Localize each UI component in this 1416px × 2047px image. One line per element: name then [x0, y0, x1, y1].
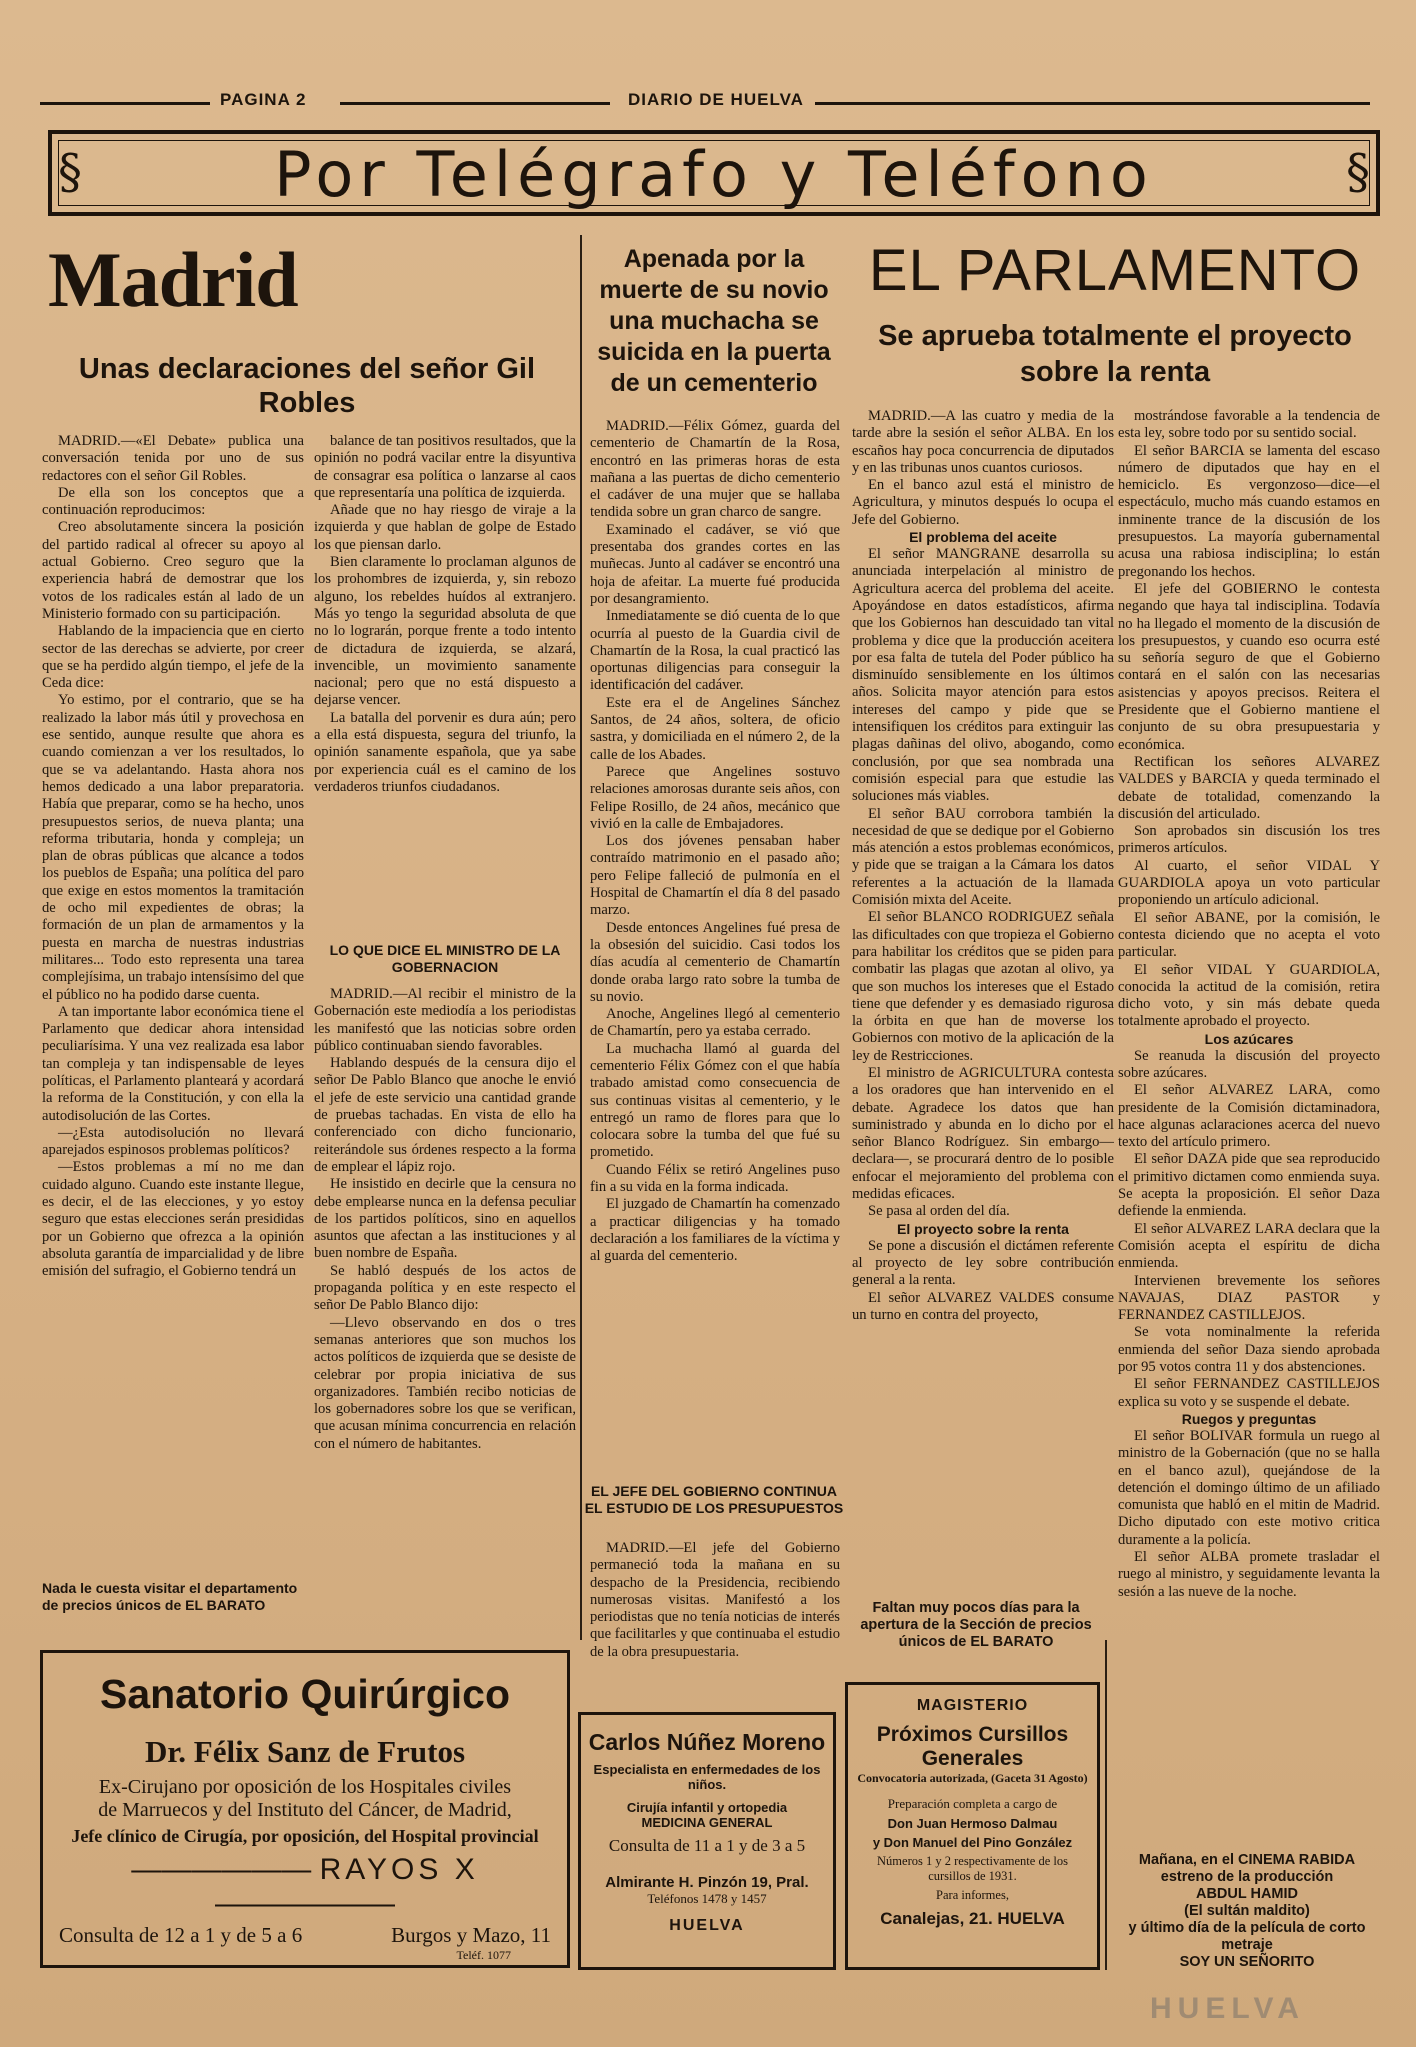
paragraph: MADRID.—«El Debate» publica una conversación tenida por uno de sus redactores con el señor Gil Robles. [42, 433, 304, 484]
paragraph: Examinado el cadáver, se vió que presentaba dos grandes cortes en las muñecas. Junto al cadáver se encontró una hoja de afeitar. La muerte fué producida por desangramiento. [590, 521, 840, 607]
madrid-subtitle: Unas declaraciones del señor Gil Robles [78, 353, 536, 419]
paragraph: balance de tan positivos resultados, que la opinión no podrá vacilar entre la disyuntiva de consagrar esa política o lanzarse al caos que representaría una política de izquierda. [314, 433, 576, 501]
paragraph: MADRID.—Al recibir el ministro de la Gobernación este mediodía a los periodistas les manifestó que las noticias sobre orden público continuaban siendo favorables. [314, 986, 576, 1054]
column-rule [1105, 1640, 1107, 1970]
jefe-heading: EL JEFE DEL GOBIERNO CONTINUA EL ESTUDIO DE LOS PRESUPUESTOS [584, 1483, 844, 1516]
paragraph: Al cuarto, el señor VIDAL Y GUARDIOLA apoya un voto particular proponiendo un artículo adicional. [1118, 857, 1380, 909]
ad-line: Mañana, en el CINEMA RABIDA [1138, 1852, 1356, 1868]
magisterio-ad [845, 1682, 1100, 1970]
madrid-column-2 [314, 433, 576, 938]
paragraph: En el banco azul está el ministro de Agricultura, y minutos después lo ocupa el Jefe del Gobierno. [852, 477, 1114, 528]
ad-line: Especialista en enfermedades de los niños. [593, 1762, 821, 1792]
paragraph: La muchacha llamó al guarda del cementerio Félix Gómez con el que había trabado amistad como consecuencia de sus continuas visitas al cementerio, y le entregó un ramo de flores para que lo colocara sobre la tumba del que fué su prometido. [590, 1040, 840, 1161]
paragraph: —Llevo observando en dos o tres semanas anteriores que son muchos los actos políticos de izquierda que se desiste de celebrar por propia iniciativa de sus organizadores. También recibo noticias de los gobernadores sobre los que se verifican, que acusan mínima concurrencia en relación con el número de habitantes. [314, 1314, 576, 1452]
ad-line: Cirujía infantil y ortopedia [626, 1800, 788, 1815]
el-barato-opening-promo: Faltan muy pocos días para la apertura de la Sección de precios únicos de EL BARATO [860, 1600, 1092, 1650]
ad-line: MEDICINA GENERAL [641, 1815, 773, 1830]
paragraph: Los dos jóvenes pensaban haber contraído matrimonio en el pasado año; pero Felipe falleció de pulmonía en el Hospital de Chamartín el día 8 del pasado marzo. [590, 833, 840, 919]
carlos-ad [578, 1712, 836, 1970]
magisterio-label: MAGISTERIO [916, 1697, 1029, 1714]
paragraph: El señor BOLIVAR formula un ruego al ministro de la Gobernación (que no se halla en el banco azul), quejándose de la detención el domingo último de un afiliado comunista que habló en el mitin de Madrid. Dicho diputado con este motivo critica duramente a la policía. [1118, 1427, 1380, 1548]
paragraph: MADRID.—Félix Gómez, guarda del cementerio de Chamartín de la Rosa, encontró en las primeras horas de esta mañana a las puertas de dicho cementerio el cadáver de una mujer que se hallaba tendida sobre un gran charco de sangre. [590, 418, 840, 521]
paragraph: Intervienen brevemente los señores NAVAJAS, DIAZ PASTOR y FERNANDEZ CASTILLEJOS. [1118, 1272, 1380, 1324]
address: Canalejas, 21. HUELVA [880, 1909, 1065, 1928]
film-title: ABDUL HAMID [1195, 1886, 1299, 1902]
ad-line: Ex-Cirujano por oposición de los Hospitales civiles [98, 1776, 512, 1798]
paragraph: Hablando después de la censura dijo el señor De Pablo Blanco que anoche le envió el jefe de este servicio una cantidad grande de pruebas tachadas. En vista de ello ha conferenciado con dicho funcionario, reiterándole sus órdenes respecto a la forma de emplear el lápiz rojo. [314, 1055, 576, 1175]
paragraph: El señor BAU corrobora también la necesidad de que se dedique por el Gobierno más atención a estos problemas económicos, y pide que se traigan a la Cámara los datos referentes a la actuación de la llamada Comisión mixta del Aceite. [852, 805, 1114, 909]
paragraph: El jefe del GOBIERNO le contesta negando que haya tal indisciplina. Todavía no ha llegado el momento de la discusión de los presupuestos, y cuando eso ocurra esté su señoría seguro de que el Gobierno contará en el salón con las necesarias asistencias y apoyos precisos. Reitera el Presidente que el Gobierno mantiene el conjunto de su obra presupuestaria y económica. [1118, 580, 1380, 753]
address: Burgos y Mazo, 11 [391, 1923, 551, 1947]
paragraph: El señor ABANE, por la comisión, le contesta diciendo que no acepta el voto particular. [1118, 909, 1380, 961]
paragraph: Este era el de Angelines Sánchez Santos, de 24 años, soltera, de oficio sastra, y domiciliada en el número 2, de la calle de los Abades. [590, 694, 840, 763]
paragraph: El señor DAZA pide que sea reproducido el primitivo dictamen como enmienda suya. Se acepta la proposición. El señor Daza defiende la enmienda. [1118, 1151, 1380, 1220]
ministro-article [314, 986, 576, 1626]
paragraph: El señor MANGRANE desarrolla su anunciada interpelación al ministro de Agricultura acerca del problema del aceite. Apoyándose en datos estadísticos, afirma que los Gobiernos han descuidado tan vital problema y dice que la producción aceitera por esa falta de tutela del Poder público ha disminuído sensiblemente en los últimos años. Solicita mayor atención para estos intereses del campo y pide que se intensifiquen los créditos para extinguir las plagas dañinas del olivo, abogando, como conclusión, por que sea nombrada una comisión especial para que estudie las soluciones más viables. [852, 546, 1114, 805]
paragraph: Desde entonces Angelines fué presa de la obsesión del suicidio. Casi todos los días acudía al cementerio de Chamartín donde oraba largo rato sobre la tumba de su novio. [590, 919, 840, 1005]
paragraph: De ella son los conceptos que a continuación reproducimos: [42, 484, 304, 519]
ad-line: Para informes, [936, 1888, 1009, 1902]
parlamento-column-1 [852, 408, 1114, 1518]
archive-stamp-watermark: HUELVA [1150, 1992, 1305, 2025]
ornament-right-icon: § [1346, 144, 1370, 200]
parlamento-title: EL PARLAMENTO [868, 238, 1362, 303]
paragraph: La batalla del porvenir es dura aún; pero a ella está dispuesta, segura del triunfo, la opinión sanamente española, que ya sabe por experiencia cuál es el camino de los verdaderos triunfos ciudadanos. [314, 709, 576, 795]
teacher-name: Don Juan Hermoso Dalmau [887, 1816, 1058, 1831]
paragraph: —Estos problemas a mí no me dan cuidado alguno. Cuando este instante llegue, es decir, el de las elecciones, y yo estoy seguro que estas elecciones serán presididas por un Gobierno que ofrezca a la opinión absoluta garantía de imparcialidad y de libre emisión del sufragio, el Gobierno tendrá un [42, 1159, 304, 1280]
paragraph: Yo estimo, por el contrario, que se ha realizado la labor más útil y provechosa en ese sentido, aunque resulte que ahora es cuando comienzan a ver los resultados, lo que se va adelantando. Hasta ahora nos hemos dedicado a una labor preparatoria. Había que preparar, como se ha hecho, unos presupuestos serios, de nueva planta; una reforma tributaria, honda y compleja; un plan de obras públicas que alcance a todos los pueblos de España; una política del paro que exige en estos momentos la tramitación de ocho mil expedientes de obras; la formación de un plan de armamentos y la puesta en marcha de nuestras industrias militares... Todo esto representa una tarea complejísima, un trabajo intensísimo del que el público no ha podido darse cuenta. [42, 692, 304, 1003]
paragraph: —¿Esta autodisolución no llevará aparejados espinosos problemas políticos? [42, 1124, 304, 1159]
section-banner [48, 130, 1380, 216]
parlamento-subtitle: Se aprueba totalmente el proyecto sobre la renta [878, 320, 1352, 388]
renta-heading: El proyecto sobre la renta [897, 1220, 1069, 1237]
ad-line: Preparación completa a cargo de [887, 1796, 1058, 1811]
consulta-hours: Consulta de 11 a 1 y de 3 a 5 [608, 1836, 806, 1855]
apenada-headline: Apenada por la muerte de su novio una muchacha se suicida en la puerta de un cementerio [597, 245, 831, 397]
teacher-name: y Don Manuel del Pino González [872, 1835, 1073, 1850]
paragraph: MADRID.—El jefe del Gobierno permaneció toda la mañana en su despacho de la Presidencia, recibiendo numerosas visitas. Manifestó a los periodistas que no tenía noticias de interés que facilitarles y que continuaba el estudio de la obra presupuestaria. [590, 1540, 840, 1660]
paragraph: Hablando de la impaciencia que en cierto sector de las derechas se advierte, por creer que se ha perdido algún tiempo, el jefe de la Ceda dice: [42, 623, 304, 692]
ad-line: Números 1 y 2 respectivamente de los cursillos de 1931. [877, 1854, 1068, 1883]
paragraph: El señor ALVAREZ VALDES consume un turno en contra del proyecto, [852, 1289, 1114, 1323]
madrid-title: Madrid [48, 236, 298, 323]
paragraph: El señor VIDAL Y GUARDIOLA, conocida la actitud de la comisión, retira dicho voto, y sin más debate queda totalmente aprobado el proyecto. [1118, 961, 1380, 1030]
ad-line: de Marruecos y del Instituto del Cáncer, de Madrid, [98, 1799, 512, 1821]
parlamento-column-2 [1118, 408, 1380, 1830]
paragraph: He insistido en decirle que la censura no debe emplearse nunca en la defensa peculiar de los partidos políticos, sino en aquellos asuntos que afectan a las instituciones y al buen nombre de España. [314, 1176, 576, 1262]
paragraph: Se pasa al orden del día. [868, 1203, 1010, 1220]
paragraph: Se vota nominalmente la referida enmienda del señor Daza siendo aprobada por 95 votos contra 11 y dos abstenciones. [1118, 1324, 1380, 1376]
page-number: PAGINA 2 [220, 90, 307, 109]
ad-line: estreno de la producción [1160, 1869, 1334, 1885]
ad-line: Convocatoria autorizada, (Gaceta 31 Agosto) [857, 1771, 1088, 1785]
address: Almirante H. Pinzón 19, Pral. [605, 1874, 809, 1891]
paragraph: Creo absolutamente sincera la posición del partido radical al ofrecer su apoyo al actual Gobierno. Creo seguro que la experiencia habrá de demostrar que los votos de los radicales están al lado de un Ministerio formado con su participación. [42, 519, 304, 622]
paragraph: El juzgado de Chamartín ha comenzado a practicar diligencias y ha tomado declaración a los familiares de la víctima y al guarda del cementerio. [590, 1196, 840, 1265]
paragraph: Cuando Félix se retiró Angelines puso fin a su vida en la forma indicada. [590, 1161, 840, 1196]
paragraph: El señor ALVAREZ LARA, como presidente de la Comisión dictaminadora, hace algunas aclaraciones acerca del nuevo texto del artículo primero. [1118, 1082, 1380, 1151]
paragraph: Se reanuda la discusión del proyecto sobre azúcares. [1118, 1047, 1380, 1081]
ornament-left-icon: § [58, 144, 82, 200]
phone: Teléfonos 1478 y 1457 [647, 1891, 767, 1906]
azucares-heading: Los azúcares [1204, 1030, 1294, 1047]
rayos-x: —————— RAYOS X —————— [131, 1853, 479, 1920]
ad-line: y último día de la película de corto metraje [1128, 1920, 1366, 1953]
paragraph: Anoche, Angelines llegó al cementerio de Chamartín, pero ya estaba cerrado. [590, 1006, 840, 1040]
el-barato-promo: Nada le cuesta visitar el departamento de precios únicos de EL BARATO [42, 1580, 298, 1613]
phone: Teléf. 1077 [456, 1948, 511, 1962]
paragraph: Se habló después de los actos de propaganda política y en este respecto el señor De Pablo Blanco dijo: [314, 1262, 576, 1314]
cinema-ad [1112, 1852, 1382, 1971]
paragraph: Parece que Angelines sostuvo relaciones amorosas durante seis años, con Felipe Rosillo, de 24 años, mecánico que vivió en la calle de Embajadores. [590, 763, 840, 832]
sanatorio-ad [40, 1650, 570, 1968]
paragraph: Añade que no hay riesgo de viraje a la izquierda y que hablan de golpe de Estado los que piensan darlo. [314, 502, 576, 553]
banner-title: Por Telégrafo y Teléfono [274, 138, 1154, 211]
page-header [40, 90, 1340, 118]
aceite-heading: El problema del aceite [909, 529, 1057, 546]
paragraph: Bien claramente lo proclaman algunos de los prohombres de izquierda, y, sin rebozo alguno, los rebeldes huídos al extranjero. Más yo tengo la seguridad absoluta de que no lo lograrán, porque frente a todo intento de dictadura de izquierda, se alzará, invencible, un movimiento sanamente nacional; pero que no está dispuesto a dejarse vencer. [314, 554, 576, 709]
paragraph: Se pone a discusión el dictámen referente al proyecto de ley sobre contribución general a la renta. [852, 1237, 1114, 1289]
film-subtitle: (El sultán maldito) [1184, 1903, 1310, 1919]
paragraph: El ministro de AGRICULTURA contesta a los oradores que han intervenido en el debate. Agradece los datos que han suministrado y abunda en lo dicho por el señor Blanco Rodríguez. Sin embargo—declara—, se procurará dentro de lo posible enfocar el mejoramiento del problema con medidas eficaces. [852, 1064, 1114, 1203]
short-title: SOY UN SEÑORITO [1179, 1954, 1315, 1970]
consulta-hours: Consulta de 12 a 1 y de 5 a 6 [59, 1923, 303, 1947]
paragraph: Son aprobados sin discusión los tres primeros artículos. [1118, 823, 1380, 857]
newspaper-name: DIARIO DE HUELVA [628, 90, 804, 109]
paragraph: A tan importante labor económica tiene el Parlamento que dedicar ahora intensidad peculiarísima. Y una vez realizada esa labor tan compleja y tan indispensable de leyes políticas, el Parlamento planteará y acordará la reforma de la Constitución, y con ella la autodisolución de las Cortes. [42, 1003, 304, 1124]
jefe-article [590, 1540, 840, 1695]
madrid-column-1 [42, 433, 304, 1575]
apenada-article [590, 418, 840, 1473]
paragraph: MADRID.—A las cuatro y media de la tarde abre la sesión el señor ALBA. En los escaños hay poca concurrencia de diputados y en las tribunas unos cuantos curiosos. [852, 408, 1114, 476]
doctor-name: Carlos Núñez Moreno [588, 1729, 826, 1755]
city: HUELVA [669, 1917, 745, 1934]
paragraph: mostrándose favorable a la tendencia de esta ley, sobre todo por su sentido social. [1118, 408, 1380, 442]
paragraph: El señor ALVAREZ LARA declara que la Comisión acepta el espíritu de dicha enmienda. [1118, 1220, 1380, 1272]
paragraph: El señor ALBA promete trasladar el ruego al ministro, y seguidamente levanta la sesión a las nueve de la noche. [1118, 1549, 1380, 1600]
paragraph: El señor FERNANDEZ CASTILLEJOS explica su voto y se suspende el debate. [1118, 1376, 1380, 1410]
magisterio-title: Próximos Cursillos Generales [876, 1723, 1069, 1770]
doctor-name: Dr. Félix Sanz de Frutos [144, 1734, 466, 1769]
sanatorio-title: Sanatorio Quirúrgico [99, 1671, 511, 1717]
column-rule [580, 235, 582, 1640]
paragraph: Inmediatamente se dió cuenta de lo que ocurría al puesto de la Guardia civil de Chamartín de la Rosa, la cual practicó las oportunas diligencias para conseguir la identificación del cadáver. [590, 608, 840, 694]
paragraph: El señor BARCIA se lamenta del escaso número de diputados que hay en el hemiciclo. Es vergonzoso—dice—el espectáculo, mucho más cuando estamos en inminente trance de la discusión de los presupuestos. La mayoría gubernamental acusa una rabiosa indisciplina; lo están pregonando los hechos. [1118, 442, 1380, 580]
paragraph: Rectifican los señores ALVAREZ VALDES y BARCIA y queda terminado el debate de totalidad, comenzando la discusión del articulado. [1118, 753, 1380, 822]
ruegos-heading: Ruegos y preguntas [1181, 1410, 1317, 1427]
ministro-heading: LO QUE DICE EL MINISTRO DE LA GOBERNACION [329, 942, 561, 975]
paragraph: El señor BLANCO RODRIGUEZ señala las dificultades con que tropieza el Gobierno para habilitar los créditos que se piden para combatir las plagas que azotan al olivo, ya que son muchos los intereses que el Estado tiene que defender y es demasiado rigurosa la órbita en que han de moverse los Gobiernos con motivo de la aplicación de la ley de Restricciones. [852, 909, 1114, 1064]
ad-line: Jefe clínico de Cirugía, por oposición, del Hospital provincial [71, 1826, 539, 1846]
